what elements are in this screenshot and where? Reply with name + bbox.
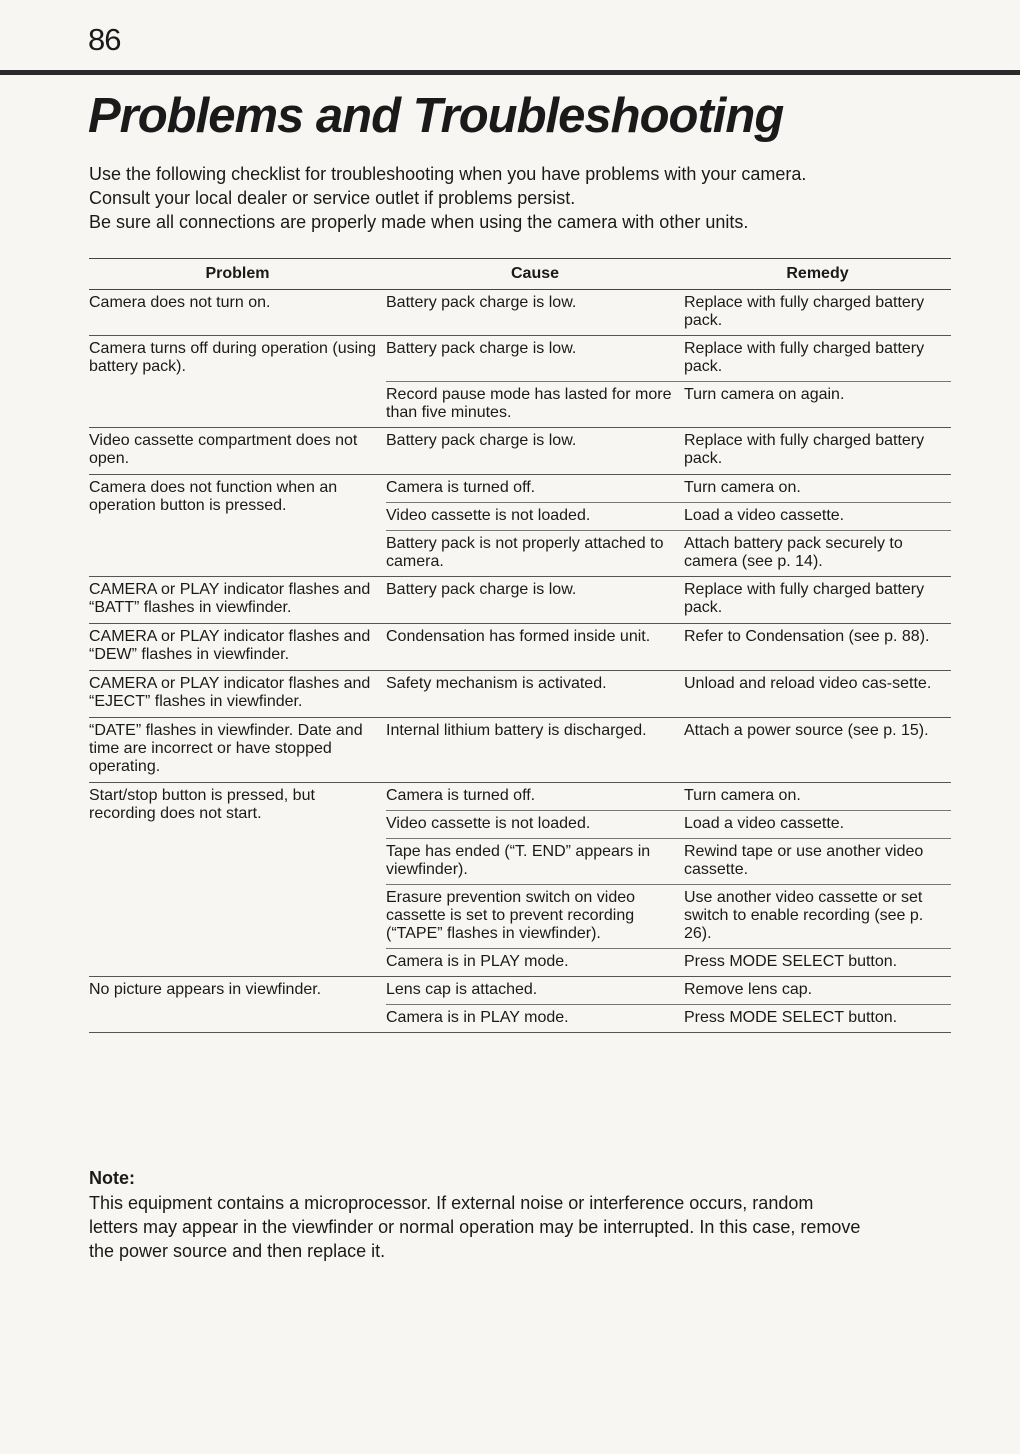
table-row <box>386 811 951 839</box>
remedy-cell: Use another video cassette or set switch to enable recording (see p. 26). <box>684 889 924 942</box>
cause-cell: Camera is turned off. <box>386 479 536 496</box>
cause-cell: Camera is in PLAY mode. <box>386 1009 569 1026</box>
table-group <box>89 977 951 1033</box>
problem-cell: Camera does not turn on. <box>89 294 271 311</box>
table-row <box>386 718 951 745</box>
table-row <box>386 531 951 576</box>
page-title: Problems and Troubleshooting <box>88 89 784 143</box>
table-row <box>386 382 951 427</box>
table-row <box>386 977 951 1005</box>
intro-line: Use the following checklist for troubleshooting when you have problems with your camera. <box>89 164 807 184</box>
problem-cell: Camera does not function when an operation button is pressed. <box>89 479 338 514</box>
remedy-cell: Turn camera on again. <box>684 386 845 403</box>
cause-cell: Video cassette is not loaded. <box>386 815 591 832</box>
table-header <box>89 258 951 290</box>
cause-remedy-rows <box>386 577 951 623</box>
table-row <box>386 336 951 382</box>
problem-cell: Camera turns off during operation (using battery pack). <box>89 340 376 375</box>
cause-cell: Video cassette is not loaded. <box>386 507 591 524</box>
cause-cell: Lens cap is attached. <box>386 981 538 998</box>
table-group <box>89 577 951 624</box>
table-row <box>386 503 951 531</box>
table-group <box>89 290 951 336</box>
remedy-cell: Press MODE SELECT button. <box>684 953 898 970</box>
table-row <box>386 475 951 503</box>
cause-remedy-rows <box>386 290 951 335</box>
cause-remedy-rows <box>386 428 951 474</box>
table-group <box>89 336 951 428</box>
cause-cell: Internal lithium battery is discharged. <box>386 722 647 739</box>
note-body <box>89 1191 959 1263</box>
remedy-cell: Rewind tape or use another video cassette. <box>684 843 924 878</box>
remedy-cell: Unload and reload video cas-sette. <box>684 675 932 692</box>
table-row <box>386 839 951 885</box>
problem-cell: No picture appears in viewfinder. <box>89 981 322 998</box>
problem-cell: CAMERA or PLAY indicator flashes and “DEW” flashes in viewfinder. <box>89 628 371 663</box>
problem-cell: CAMERA or PLAY indicator flashes and “EJECT” flashes in viewfinder. <box>89 675 371 710</box>
table-row <box>386 783 951 811</box>
cause-cell: Erasure prevention switch on video cassette is set to prevent recording (“TAPE” flashes in viewfinder). <box>386 889 636 942</box>
remedy-cell: Replace with fully charged battery pack. <box>684 581 925 616</box>
table-group <box>89 718 951 783</box>
remedy-cell: Load a video cassette. <box>684 507 845 524</box>
remedy-cell: Replace with fully charged battery pack. <box>684 340 925 375</box>
cause-cell: Condensation has formed inside unit. <box>386 628 651 645</box>
table-body <box>89 290 951 1033</box>
remedy-cell: Replace with fully charged battery pack. <box>684 432 925 467</box>
table-row <box>386 1005 951 1032</box>
note-title: Note: <box>89 1168 135 1188</box>
table-row <box>386 428 951 473</box>
table-group <box>89 671 951 718</box>
cause-cell: Battery pack charge is low. <box>386 581 577 598</box>
table-group <box>89 624 951 671</box>
troubleshooting-table <box>89 258 951 1033</box>
remedy-cell: Press MODE SELECT button. <box>684 1009 898 1026</box>
table-group <box>89 428 951 475</box>
intro-text <box>89 162 949 234</box>
table-row <box>386 949 951 976</box>
cause-cell: Battery pack charge is low. <box>386 340 577 357</box>
remedy-cell: Remove lens cap. <box>684 981 813 998</box>
remedy-cell: Turn camera on. <box>684 479 801 496</box>
cause-remedy-rows <box>386 718 951 782</box>
cause-cell: Battery pack charge is low. <box>386 294 577 311</box>
intro-line: Be sure all connections are properly made when using the camera with other units. <box>89 212 749 232</box>
note-line: the power source and then replace it. <box>89 1241 386 1261</box>
cause-remedy-rows <box>386 671 951 717</box>
cause-cell: Battery pack charge is low. <box>386 432 577 449</box>
cause-remedy-rows <box>386 475 951 576</box>
table-group <box>89 783 951 977</box>
remedy-cell: Attach a power source (see p. 15). <box>684 722 929 739</box>
intro-line: Consult your local dealer or service outlet if problems persist. <box>89 188 576 208</box>
table-row <box>386 671 951 698</box>
note-line: letters may appear in the viewfinder or normal operation may be interrupted. In this case, remove <box>89 1217 861 1237</box>
cause-remedy-rows <box>386 624 951 670</box>
note-line: This equipment contains a microprocessor. If external noise or interference occurs, random <box>89 1193 814 1213</box>
remedy-cell: Attach battery pack securely to camera (see p. 14). <box>684 535 903 570</box>
top-rule <box>0 70 1020 75</box>
cause-remedy-rows <box>386 977 951 1032</box>
cause-cell: Battery pack is not properly attached to camera. <box>386 535 664 570</box>
note-section <box>89 1168 959 1263</box>
cause-remedy-rows <box>386 783 951 976</box>
problem-cell: Start/stop button is pressed, but recording does not start. <box>89 787 315 822</box>
table-row <box>386 624 951 651</box>
problem-cell: Video cassette compartment does not open. <box>89 432 358 467</box>
table-row <box>386 885 951 949</box>
remedy-cell: Refer to Condensation (see p. 88). <box>684 628 930 645</box>
cause-cell: Camera is turned off. <box>386 787 536 804</box>
cause-cell: Camera is in PLAY mode. <box>386 953 569 970</box>
table-row <box>386 290 951 335</box>
table-group <box>89 475 951 577</box>
remedy-cell: Load a video cassette. <box>684 815 845 832</box>
page-number: 86 <box>88 22 121 57</box>
cause-cell: Tape has ended (“T. END” appears in viewfinder). <box>386 843 651 878</box>
header-cause: Cause <box>510 265 560 282</box>
cause-cell: Record pause mode has lasted for more than five minutes. <box>386 386 672 421</box>
header-remedy: Remedy <box>786 265 849 282</box>
problem-cell: CAMERA or PLAY indicator flashes and “BATT” flashes in viewfinder. <box>89 581 371 616</box>
remedy-cell: Turn camera on. <box>684 787 801 804</box>
header-problem: Problem <box>205 265 270 282</box>
cause-cell: Safety mechanism is activated. <box>386 675 607 692</box>
cause-remedy-rows <box>386 336 951 427</box>
remedy-cell: Replace with fully charged battery pack. <box>684 294 925 329</box>
problem-cell: “DATE” flashes in viewfinder. Date and time are incorrect or have stopped operating. <box>89 722 363 775</box>
table-row <box>386 577 951 622</box>
